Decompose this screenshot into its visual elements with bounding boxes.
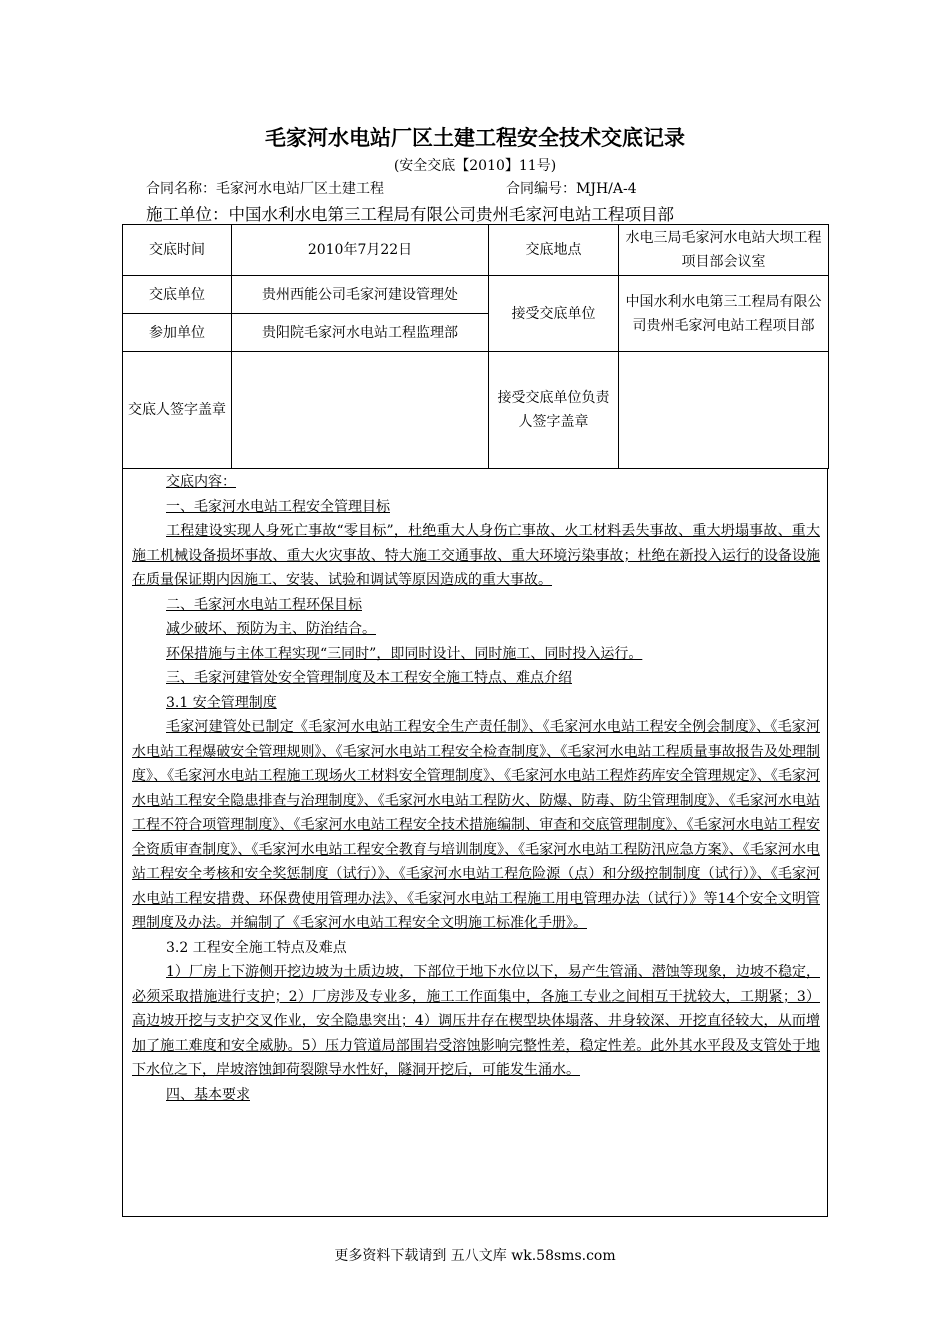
content-box — [122, 468, 828, 1217]
receiver-sign-label: 接受交底单位负责人签字盖章 — [489, 352, 619, 469]
section-2-text-1: 减少破坏、预防为主、防治结合。 — [166, 621, 376, 637]
receiver-sign-area — [619, 352, 829, 469]
content-heading: 交底内容： — [166, 474, 236, 490]
footer-text: 更多资料下载请到 五八文库 wk.58sms.com — [334, 1248, 616, 1264]
document-title: 毛家河水电站厂区土建工程安全技术交底记录 — [265, 126, 685, 150]
attend-label: 参加单位 — [123, 314, 232, 352]
receiver-label: 接受交底单位 — [489, 276, 619, 352]
section-4-heading: 四、基本要求 — [166, 1086, 250, 1103]
section-3-1-heading: 3.1 安全管理制度 — [166, 694, 277, 711]
contract-number: 合同编号：MJH/A-4 — [506, 181, 637, 197]
section-3-2-heading: 3.2 工程安全施工特点及难点 — [166, 939, 347, 956]
receiver-value: 中国水利水电第三工程局有限公司贵州毛家河电站工程项目部 — [619, 276, 829, 352]
section-3-1-text: 毛家河建管处已制定《毛家河水电站工程安全生产责任制》、《毛家河水电站工程安全例会制度》、《毛家河水电站工程爆破安全管理规则》、《毛家河水电站工程安全检查制度》、《毛家河水电站工程质量事故报告及处理制度》、《毛家河水电站工程施工现场火工材料安全管理制度》、《毛家河水电站工程炸药库安全管理规定》、《毛家河水电站工程安全隐患排查与治理制度》、《毛家河水电站工程防火、防爆、防毒、防尘管理制度》、《毛家河水电站工程不符合项管理制度》、《毛家河水电站工程安全技术措施编制、审查和交底管理制度》、《毛家河水电站工程安全资质审查制度》、《毛家河水电站工程安全教育与培训制度》、《毛家河水电站工程防汛应急方案》、《毛家河水电站工程安全考核和安全奖惩制度（试行）》、《毛家河水电站工程危险源（点）和分级控制制度（试行）》、《毛家河水电站工程安措费、环保费使用管理办法》、《毛家河水电站工程施工用电管理办法（试行）》等14个安全文明管理制度及办法。并编制了《毛家河水电站工程安全文明施工标准化手册》。 — [132, 719, 820, 931]
sign-area — [232, 352, 489, 469]
info-table — [122, 224, 829, 469]
sign-label: 交底人签字盖章 — [123, 352, 232, 469]
unit-label: 交底单位 — [123, 276, 232, 314]
unit-value: 贵州西能公司毛家河建设管理处 — [232, 276, 489, 314]
attend-value: 贵阳院毛家河水电站工程监理部 — [232, 314, 489, 352]
time-value: 2010年7月22日 — [232, 225, 489, 276]
construction-unit: 施工单位：中国水利水电第三工程局有限公司贵州毛家河电站工程项目部 — [146, 205, 674, 224]
place-label: 交底地点 — [489, 225, 619, 276]
section-3-2-text: 1）厂房上下游侧开挖边坡为土质边坡，下部位于地下水位以下，易产生管涌、潜蚀等现象，边坡不稳定，必须采取措施进行支护；2）厂房涉及专业多，施工工作面集中，各施工专业之间相互干扰较大，工期紧；3）高边坡开挖与支护交叉作业，安全隐患突出；4）调压井存在楔型块体塌落、井身较深、开挖直径较大，从而增加了施工难度和安全威胁。5）压力管道局部围岩受溶蚀影响完整性差，稳定性差。此外其水平段及支管处于地下水位之下，岸坡溶蚀卸荷裂隙导水性好，隧洞开挖后，可能发生涌水。 — [132, 964, 820, 1078]
section-1-heading: 一、毛家河水电站工程安全管理目标 — [166, 498, 390, 515]
section-3-heading: 三、毛家河建管处安全管理制度及本工程安全施工特点、难点介绍 — [166, 670, 572, 686]
place-value: 水电三局毛家河水电站大坝工程项目部会议室 — [619, 225, 829, 276]
section-2-heading: 二、毛家河水电站工程环保目标 — [166, 596, 362, 613]
section-2-text-2: 环保措施与主体工程实现“三同时”，即同时设计、同时施工、同时投入运行。 — [166, 645, 643, 662]
document-subtitle: (安全交底【2010】11号) — [393, 158, 557, 174]
section-1-text: 工程建设实现人身死亡事故“零目标”，杜绝重大人身伤亡事故、火工材料丢失事故、重大坍塌事故、重大施工机械设备损坏事故、重大火灾事故、特大施工交通事故、重大环境污染事故；杜绝在新投入运行的设备设施在质量保证期内因施工、安装、试验和调试等原因造成的重大事故。 — [132, 523, 820, 588]
time-label: 交底时间 — [123, 225, 232, 276]
contract-line — [146, 178, 637, 198]
contract-name: 合同名称：毛家河水电站厂区土建工程 — [146, 181, 384, 197]
